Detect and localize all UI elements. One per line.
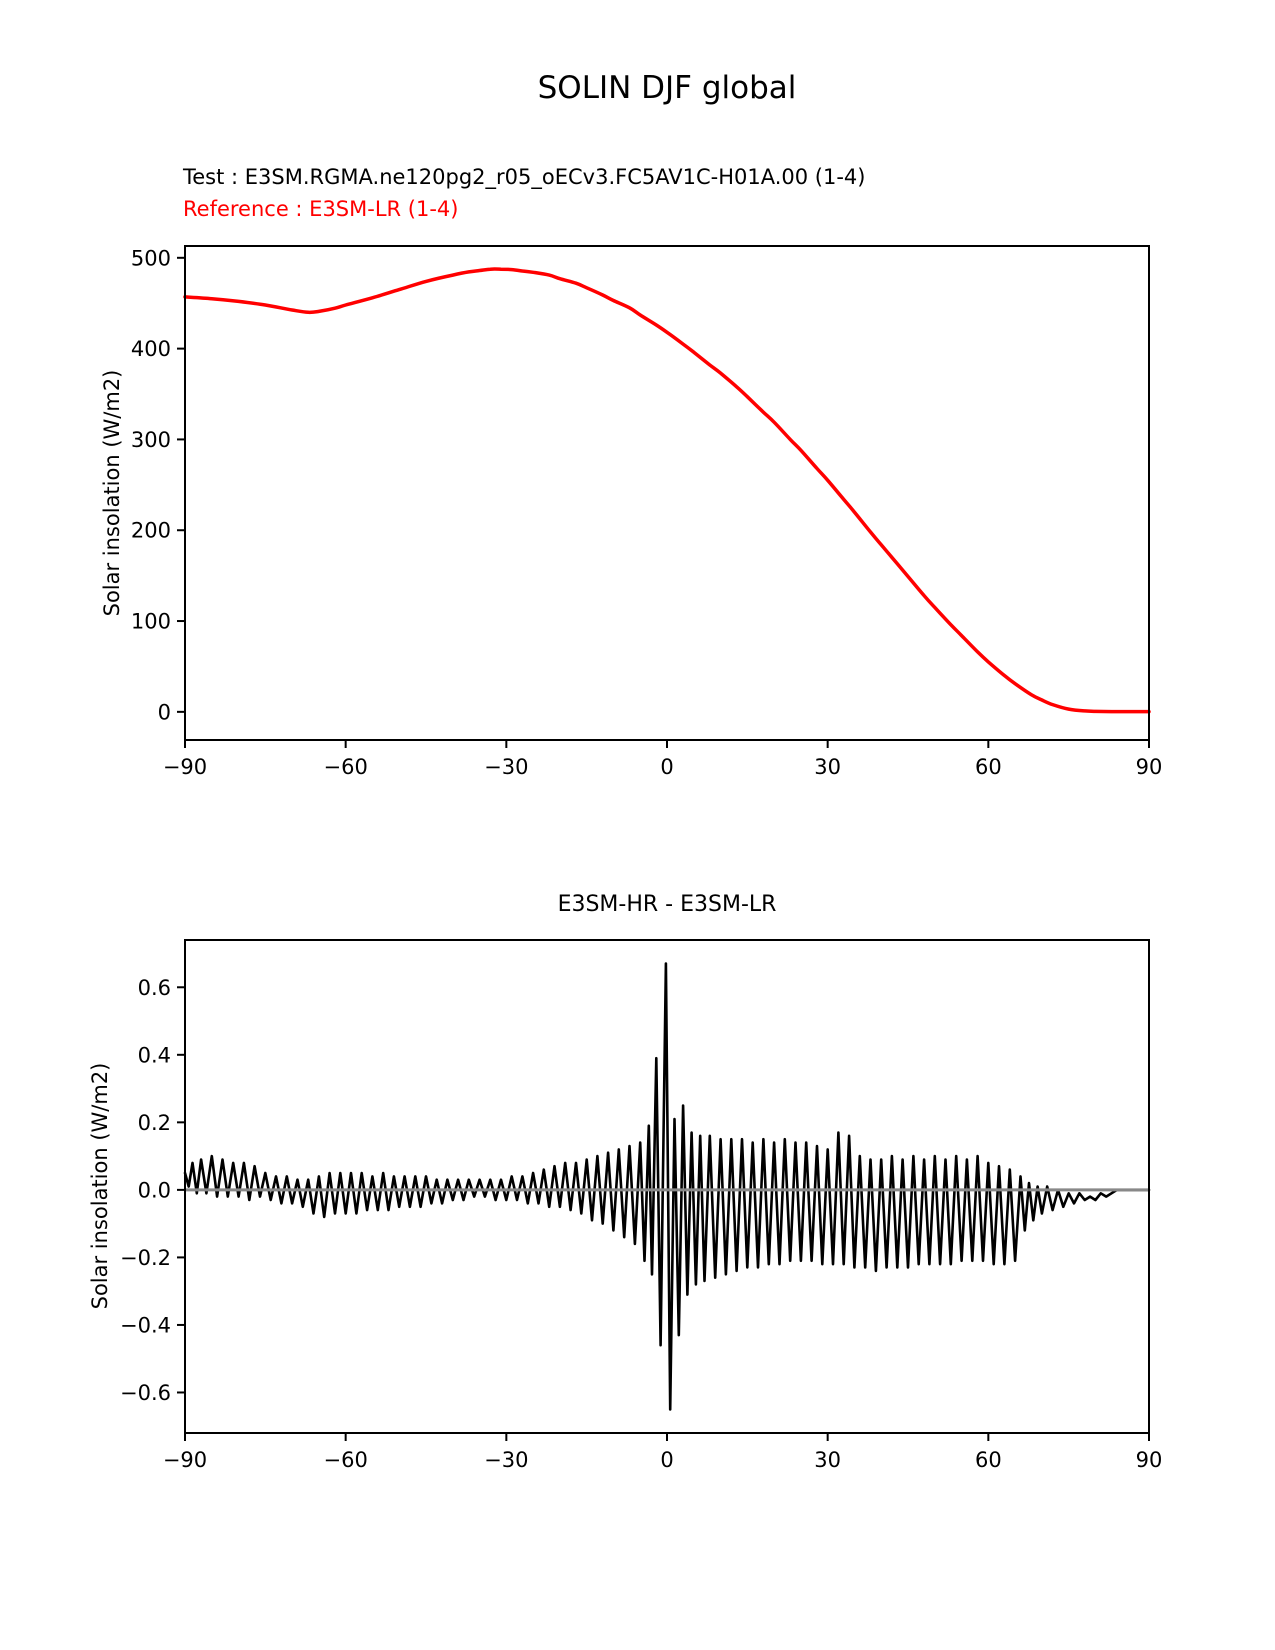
- top-plot-x-tick-label: −60: [323, 755, 368, 779]
- top-plot: [131, 246, 1162, 779]
- top-plot-x-tick-label: 0: [660, 755, 674, 779]
- diff-plot-y-tick-label: 0.4: [137, 1043, 171, 1068]
- diff-plot-series-line: [185, 964, 1149, 1410]
- diff-plot-title: E3SM-HR - E3SM-LR: [557, 892, 777, 917]
- diff-plot-x-tick-label: −90: [162, 1448, 208, 1472]
- top-plot-y-tick-label: 0: [157, 700, 171, 725]
- diff-plot-x-tick-label: 90: [1135, 1448, 1163, 1472]
- diff-plot-x-tick-label: 60: [974, 1448, 1002, 1472]
- top-plot-x-tick-label: 30: [814, 755, 842, 779]
- top-plot-y-tick-label: 500: [130, 246, 171, 271]
- diff-plot-x-tick-label: 30: [814, 1448, 842, 1472]
- test-run-label: Test : E3SM.RGMA.ne120pg2_r05_oECv3.FC5AV1C-H01A.00 (1-4): [183, 165, 866, 189]
- diff-plot-y-tick-label: 0.6: [137, 975, 171, 1000]
- diff-plot-y-tick-label: 0.2: [137, 1110, 171, 1135]
- top-plot-frame: [185, 246, 1149, 740]
- top-plot-y-tick-label: 200: [130, 518, 171, 543]
- diff-plot-y-tick-label: −0.2: [120, 1245, 171, 1270]
- diff-plot-y-tick-label: 0.0: [137, 1178, 171, 1203]
- diff-plot: [120, 940, 1162, 1472]
- top-plot-x-tick-label: −30: [484, 755, 529, 779]
- diff-plot-x-tick-label: 0: [660, 1448, 674, 1472]
- top-plot-ylabel: Solar insolation (W/m2): [100, 369, 124, 617]
- diff-plot-ylabel: Solar insolation (W/m2): [88, 1062, 112, 1310]
- reference-run-label: Reference : E3SM-LR (1-4): [183, 197, 459, 221]
- diff-plot-y-tick-label: −0.6: [120, 1380, 171, 1405]
- top-plot-x-tick-label: 90: [1135, 755, 1163, 779]
- top-plot-x-tick-label: −90: [162, 755, 208, 779]
- diff-plot-y-tick-label: −0.4: [120, 1313, 171, 1338]
- top-plot-y-tick-label: 400: [130, 337, 171, 362]
- top-plot-y-tick-label: 100: [130, 609, 171, 634]
- top-plot-y-tick-label: 300: [130, 427, 171, 452]
- diff-plot-x-tick-label: −30: [484, 1448, 529, 1472]
- diff-plot-x-tick-label: −60: [323, 1448, 368, 1472]
- top-plot-x-tick-label: 60: [974, 755, 1002, 779]
- figure-title: SOLIN DJF global: [537, 70, 797, 106]
- top-plot-series-line: [185, 269, 1149, 712]
